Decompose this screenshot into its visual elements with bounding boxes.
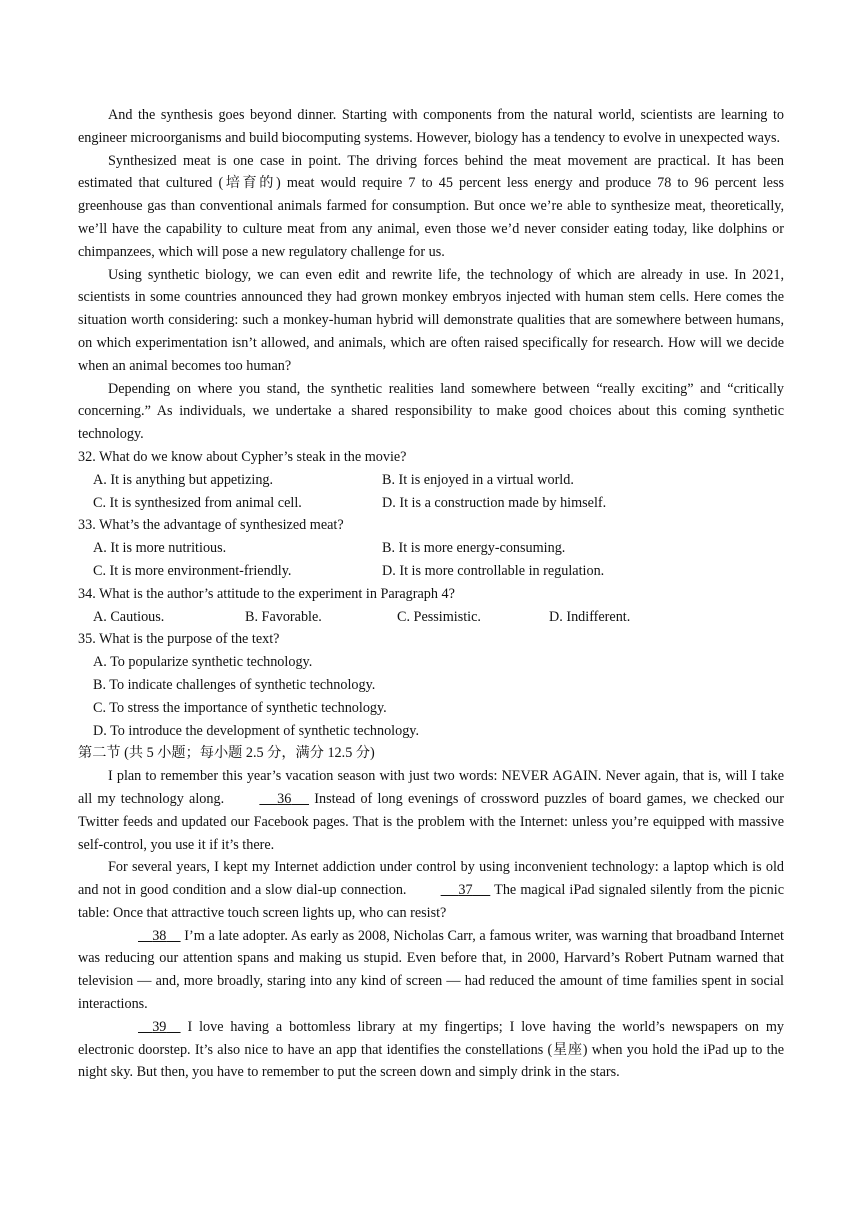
option-c: C. It is more environment-friendly.	[93, 562, 292, 579]
option-a: A. Cautious.	[93, 608, 165, 625]
passage-text: I plan to remember this year’s vacation season with just two words: NEVER AGAIN. Never again, that is, will I take all my technology along.	[78, 768, 784, 807]
paragraph-conclusion: Depending on where you stand, the synthetic realities land somewhere between “really exciting” and “critically concerning.” As individuals, we undertake a shared responsibility to make good choices about this coming synthetic technology.	[78, 380, 784, 443]
paragraph-synthetic-biology: Using synthetic biology, we can even edit and rewrite life, the technology of which are already in use. In 2021, scientists in some countries announced they had grown monkey embryos injected with human stem cells. Here comes the situation worth considering: such a monkey-human hybrid will demonstrate qualities that are somewhere between humans, on which experimentation isn’t allowed, and animals, which are often raised specifically for research. How will we decide when an animal becomes too human?	[78, 266, 784, 374]
passage-text: Instead of long evenings of crossword puzzles of board games, we checked our Twitter feeds and updated our Facebook pages. That is the problem with the Internet: unless you’re equipped with massive self-control, you use it if it’s there.	[78, 790, 784, 853]
passage-text: I’m a late adopter. As early as 2008, Nicholas Carr, a famous writer, was warning that broadband Internet was reducing our attention spans and making us stupid. Even before that, in 2000, Harvard’s Robert Putnam warned that television — and, more broadly, staring into any kind of screen — had reduced the amount of time families spent in social interactions.	[78, 927, 785, 1013]
option-b: B. To indicate challenges of synthetic technology.	[93, 676, 376, 693]
options-row	[78, 469, 784, 492]
question-stem: 33. What’s the advantage of synthesized meat?	[78, 517, 344, 534]
passage-text: The magical iPad signaled silently from the picnic table: Once that attractive touch screen lights up, who can resist?	[78, 882, 784, 921]
passage2-paragraph-2	[78, 856, 784, 924]
question-stem: 34. What is the author’s attitude to the experiment in Paragraph 4?	[78, 585, 455, 602]
option-c: C. To stress the importance of synthetic technology.	[93, 699, 387, 716]
options-row	[78, 560, 784, 583]
option-d: D. Indifferent.	[549, 608, 631, 625]
question-34	[78, 583, 784, 629]
option-b: B. It is enjoyed in a virtual world.	[382, 471, 574, 488]
passage2-paragraph-3	[78, 925, 784, 1016]
blank-36: 36	[277, 790, 292, 807]
option-d: D. To introduce the development of synthetic technology.	[93, 722, 420, 739]
options-row	[78, 606, 784, 629]
option-a: A. It is more nutritious.	[93, 540, 227, 557]
blank-39: 39	[152, 1018, 167, 1035]
option-b: B. It is more energy-consuming.	[382, 540, 566, 557]
option-d: D. It is a construction made by himself.	[382, 494, 607, 511]
options-row	[78, 492, 784, 515]
passage-text: I love having a bottomless library at my fingertips; I love having the world’s newspapers on my electronic doorstep. It’s also nice to have an app that identifies the constellations (星座) when you hold the iPad up to the night sky. But then, you have to remember to put the screen down and simply drink in the stars.	[78, 1018, 784, 1081]
passage2-paragraph-4	[78, 1016, 784, 1084]
question-32	[78, 446, 784, 514]
option-c: C. Pessimistic.	[397, 608, 481, 625]
option-a: A. To popularize synthetic technology.	[93, 654, 313, 671]
passage-text: For several years, I kept my Internet addiction under control by using inconvenient technology: a laptop which is old and not in good condition and a slow dial-up connection.	[78, 859, 784, 899]
question-stem: 32. What do we know about Cypher’s steak in the movie?	[78, 448, 407, 465]
blank-38: 38	[152, 927, 167, 944]
question-33	[78, 514, 784, 582]
section-2-heading: 第二节 (共 5 小题；每小题 2.5 分，满分 12.5 分)	[78, 745, 375, 762]
paragraph-synthesis: And the synthesis goes beyond dinner. Starting with components from the natural world, scientists are learning to engineer microorganisms and build biocomputing systems. However, biology has a tendency to evolve in unexpected ways.	[78, 107, 784, 146]
question-stem: 35. What is the purpose of the text?	[78, 631, 280, 648]
option-b: B. Favorable.	[245, 608, 322, 625]
option-a: A. It is anything but appetizing.	[93, 471, 274, 488]
passage2-paragraph-1	[78, 765, 784, 856]
question-35	[78, 628, 784, 742]
option-c: C. It is synthesized from animal cell.	[93, 494, 302, 511]
option-d: D. It is more controllable in regulation.	[382, 562, 605, 579]
options-row	[78, 537, 784, 560]
blank-37: 37	[458, 882, 473, 899]
paragraph-synthesized-meat: Synthesized meat is one case in point. The driving forces behind the meat movement are practical. It has been estimated that cultured (培育的) meat would require 7 to 45 percent less energy and produce 78 to 96 percent less greenhouse gas than conventional animals farmed for consumption. But once we’re able to synthesize meat, theoretically, we’ll have the capability to culture meat from any animal, even those we’d never consider eating today, like dolphins or chimpanzees, which will pose a new regulatory challenge for us.	[78, 152, 784, 260]
